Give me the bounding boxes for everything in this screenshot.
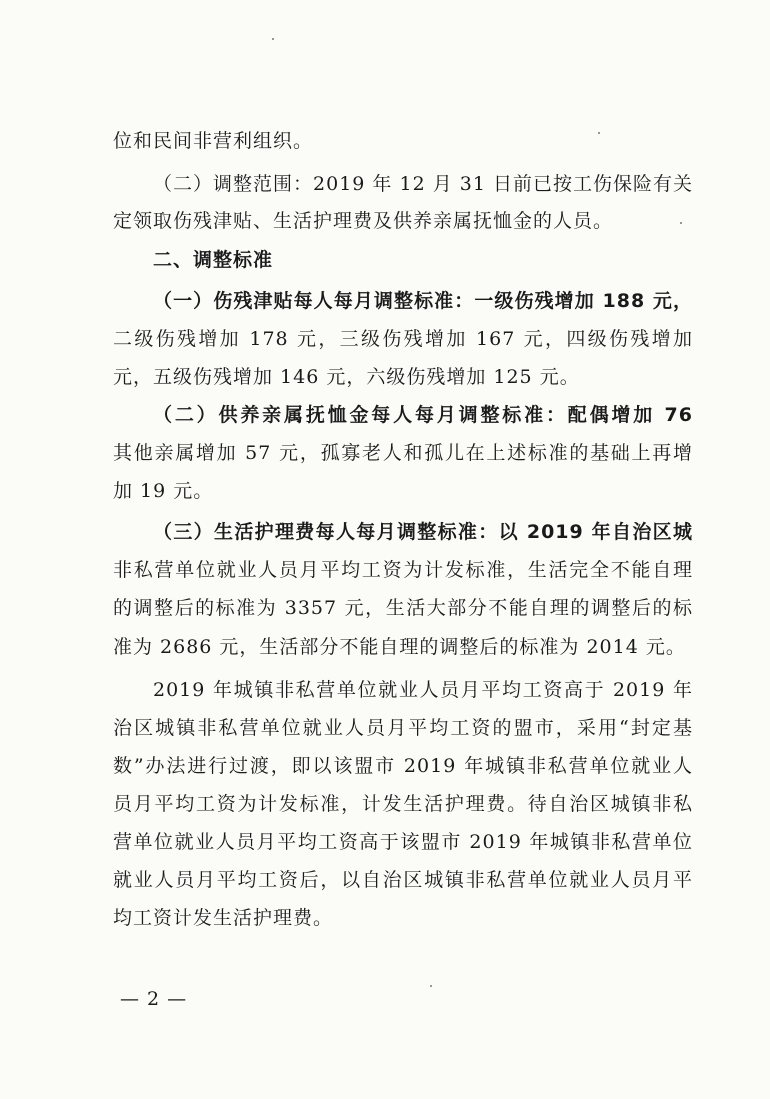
paragraph-line: 数”办法进行过渡，即以该盟市 2019 年城镇非私营单位就业人 <box>113 755 693 777</box>
paragraph-line: 位和民间非营利组织。 <box>113 130 314 152</box>
paragraph-line: 2019 年城镇非私营单位就业人员月平均工资高于 2019 年 <box>153 679 693 701</box>
paragraph-line: 就业人员月平均工资后，以自治区城镇非私营单位就业人员月平 <box>113 869 693 891</box>
paragraph-line: 非私营单位就业人员月平均工资为计发标准，生活完全不能自理 <box>113 559 693 581</box>
paragraph-line: 员月平均工资为计发标准，计发生活护理费。待自治区城镇非私 <box>113 793 693 815</box>
paragraph-line: （二）调整范围：2019 年 12 月 31 日前已按工伤保险有关 <box>153 173 693 195</box>
scan-speck <box>680 222 682 224</box>
page-number: — 2 — <box>120 988 188 1010</box>
paragraph-line: 的调整后的标准为 3357 元，生活大部分不能自理的调整后的标 <box>113 597 693 619</box>
paragraph-line: 二级伤残增加 178 元，三级伤残增加 167 元，四级伤残增加 <box>113 328 693 350</box>
paragraph-line: 准为 2686 元，生活部分不能自理的调整后的标准为 2014 元。 <box>113 636 686 658</box>
paragraph-line: 加 19 元。 <box>113 480 214 502</box>
paragraph-line: 其他亲属增加 57 元，孤寡老人和孤儿在上述标准的基础上再增 <box>113 442 693 464</box>
paragraph-line: 元，五级伤残增加 146 元，六级伤残增加 125 元。 <box>113 366 580 388</box>
paragraph-line: 均工资计发生活护理费。 <box>113 907 334 929</box>
paragraph-line: 治区城镇非私营单位就业人员月平均工资的盟市，采用“封定基 <box>113 717 693 739</box>
paragraph-line: （二）供养亲属抚恤金每人每月调整标准：配偶增加 76 <box>153 404 693 426</box>
paragraph-line: 定领取伤残津贴、生活护理费及供养亲属抚恤金的人员。 <box>113 210 614 232</box>
section-heading: 二、调整标准 <box>153 249 274 271</box>
paragraph-line: （三）生活护理费每人每月调整标准：以 2019 年自治区城 <box>153 521 693 543</box>
scan-speck <box>430 985 432 987</box>
scan-speck <box>598 132 600 134</box>
paragraph-line: （一）伤残津贴每人每月调整标准：一级伤残增加 188 元， <box>153 290 693 312</box>
paragraph-line: 营单位就业人员月平均工资高于该盟市 2019 年城镇非私营单位 <box>113 831 693 853</box>
scan-speck <box>272 38 274 40</box>
